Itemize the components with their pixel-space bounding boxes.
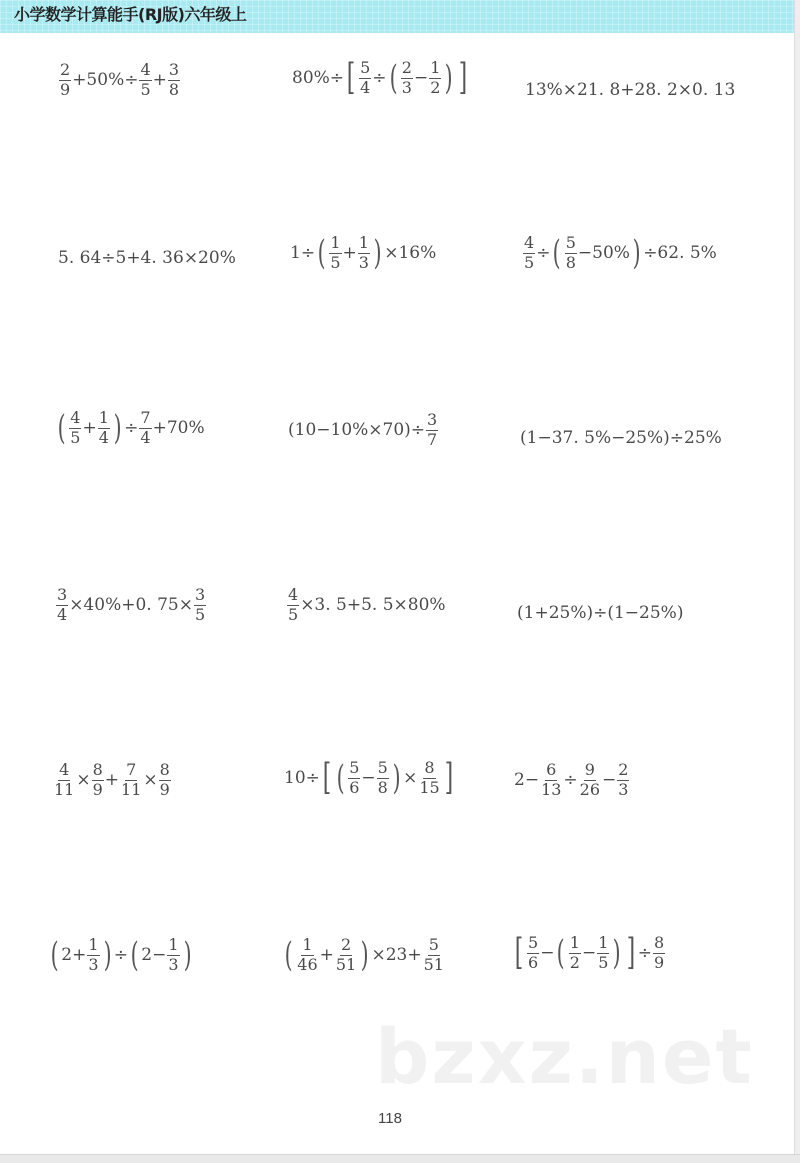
problem-r6-c2 (282, 937, 446, 974)
fraction: $\frac{5}{4}$ (360, 58, 371, 97)
fraction: $\frac{3}{7}$ (427, 410, 438, 449)
problem-r1-c2 (292, 57, 470, 99)
operator-text: ÷ (563, 770, 578, 791)
fraction: $\frac{5}{51}$ (423, 935, 444, 974)
operator-text: × (143, 770, 158, 791)
expression-text: (1+25%)÷(1−25%) (517, 603, 684, 623)
operator-text: − (413, 68, 429, 89)
left-bracket: [ (322, 757, 332, 799)
operator-text: ×23+ (371, 945, 422, 966)
problem-r1-c3 (525, 80, 735, 100)
problem-r3-c1 (55, 410, 205, 447)
fraction: $\frac{2}{9}$ (60, 60, 71, 99)
page-header (0, 0, 800, 33)
problem-r1-c1 (58, 62, 181, 99)
operator-text: 2− (514, 770, 540, 791)
fraction: $\frac{5}{8}$ (565, 233, 576, 272)
operator-text: × (403, 768, 418, 789)
operator-text: 80%÷ (292, 68, 345, 89)
operator-text: − (361, 768, 376, 789)
left-paren: ( (553, 233, 562, 274)
fraction: $\frac{3}{4}$ (57, 585, 68, 624)
problem-r4-c2 (286, 587, 446, 624)
fraction: $\frac{1}{3}$ (168, 935, 179, 974)
fraction: $\frac{1}{2}$ (569, 933, 580, 972)
right-paren: ) (103, 935, 112, 976)
problem-r4-c1 (55, 587, 207, 624)
fraction: $\frac{8}{9}$ (92, 760, 103, 799)
operator-text: (10−10%×70)÷ (288, 420, 426, 441)
book-title: 小学数学计算能手(RJ版)六年级上 (14, 5, 247, 24)
operator-text: ×3. 5+5. 5×80% (300, 595, 446, 616)
page-number: 118 (378, 1110, 402, 1127)
operator-text: − (540, 943, 555, 964)
problem-r4-c3 (517, 603, 683, 623)
problem-r5-c2 (284, 757, 456, 799)
right-paren: ) (183, 935, 192, 976)
left-paren: ( (336, 758, 345, 799)
fraction: $\frac{5}{6}$ (349, 758, 360, 797)
right-bracket: ] (444, 757, 453, 799)
fraction: $\frac{9}{26}$ (579, 760, 601, 799)
fraction: $\frac{4}{5}$ (288, 585, 299, 624)
fraction: $\frac{8}{9}$ (653, 933, 665, 972)
operator-text: ÷62. 5% (643, 243, 717, 264)
problem-r6-c1 (48, 937, 194, 974)
fraction: $\frac{4}{5}$ (140, 60, 151, 99)
operator-text: +70% (152, 418, 205, 439)
right-paren: ) (613, 933, 621, 974)
right-paren: ) (113, 408, 122, 449)
left-paren: ( (284, 935, 293, 976)
operator-text: 2+ (61, 945, 87, 966)
left-paren: ( (557, 933, 566, 974)
expression-text: 13%×21. 8+28. 2×0. 13 (525, 80, 736, 100)
operator-text: + (82, 418, 97, 439)
problem-r5-c3 (514, 762, 630, 799)
page-right-edge (794, 0, 800, 1163)
right-paren: ) (360, 935, 369, 976)
problem-r2-c3 (522, 235, 717, 272)
fraction: $\frac{5}{6}$ (528, 933, 539, 972)
fraction: $\frac{7}{11}$ (121, 760, 142, 799)
operator-text: −50% (577, 243, 630, 264)
problem-r3-c2 (288, 412, 439, 449)
fraction: $\frac{4}{5}$ (70, 408, 81, 447)
problem-r2-c2 (290, 235, 436, 272)
fraction: $\frac{2}{3}$ (618, 760, 629, 799)
operator-text: × (76, 770, 91, 791)
left-paren: ( (130, 935, 139, 976)
right-paren: ) (632, 233, 641, 274)
problem-r3-c3 (520, 428, 722, 448)
expression-text: (1−37. 5%−25%)÷25% (520, 428, 722, 448)
fraction: $\frac{1}{5}$ (598, 933, 609, 972)
fraction: $\frac{2}{51}$ (335, 935, 357, 974)
fraction: $\frac{8}{15}$ (419, 758, 440, 797)
fraction: $\frac{4}{11}$ (54, 760, 75, 799)
operator-text: − (602, 770, 617, 791)
fraction: $\frac{1}{2}$ (430, 58, 441, 97)
fraction: $\frac{1}{4}$ (98, 408, 109, 447)
operator-text: ÷ (637, 943, 652, 964)
operator-text: + (152, 70, 167, 91)
operator-text: 10÷ (284, 768, 320, 789)
operator-text: − (581, 943, 597, 964)
right-bracket: ] (458, 57, 467, 99)
page-bottom-edge (0, 1154, 800, 1163)
operator-text: ÷ (124, 418, 139, 439)
operator-text: ×40%+0. 75× (69, 595, 193, 616)
operator-text: +50%÷ (72, 70, 139, 91)
left-bracket: [ (514, 932, 524, 974)
right-paren: ) (373, 233, 382, 274)
operator-text: + (319, 945, 334, 966)
fraction: $\frac{8}{9}$ (159, 760, 170, 799)
left-paren: ( (317, 233, 326, 274)
fraction: $\frac{1}{3}$ (88, 935, 99, 974)
left-paren: ( (50, 935, 59, 976)
operator-text: 1÷ (290, 243, 316, 264)
fraction: $\frac{5}{8}$ (377, 758, 388, 797)
left-paren: ( (57, 408, 66, 449)
right-bracket: ] (626, 932, 635, 974)
left-paren: ( (389, 58, 398, 99)
fraction: $\frac{7}{4}$ (140, 408, 151, 447)
left-bracket: [ (346, 57, 356, 99)
operator-text: ÷ (372, 68, 387, 89)
fraction: $\frac{3}{5}$ (194, 585, 206, 624)
fraction: $\frac{6}{13}$ (541, 760, 562, 799)
problem-r6-c3 (512, 932, 666, 974)
operator-text: ÷ (536, 243, 551, 264)
operator-text: ÷ (113, 945, 129, 966)
fraction: $\frac{3}{8}$ (168, 60, 180, 99)
right-paren: ) (445, 58, 454, 99)
operator-text: 2− (141, 945, 167, 966)
fraction: $\frac{1}{3}$ (358, 233, 369, 272)
problem-r5-c1 (52, 762, 172, 799)
operator-text: ×16% (384, 243, 437, 264)
watermark: bzxz.net (375, 1012, 754, 1101)
right-paren: ) (392, 758, 401, 799)
fraction: $\frac{1}{46}$ (297, 935, 318, 974)
problem-r2-c1 (58, 248, 236, 268)
fraction: $\frac{4}{5}$ (524, 233, 535, 272)
operator-text: + (104, 770, 120, 791)
fraction: $\frac{1}{5}$ (330, 233, 341, 272)
operator-text: + (342, 243, 357, 264)
fraction: $\frac{2}{3}$ (401, 58, 412, 97)
expression-text: 5. 64÷5+4. 36×20% (58, 248, 236, 268)
